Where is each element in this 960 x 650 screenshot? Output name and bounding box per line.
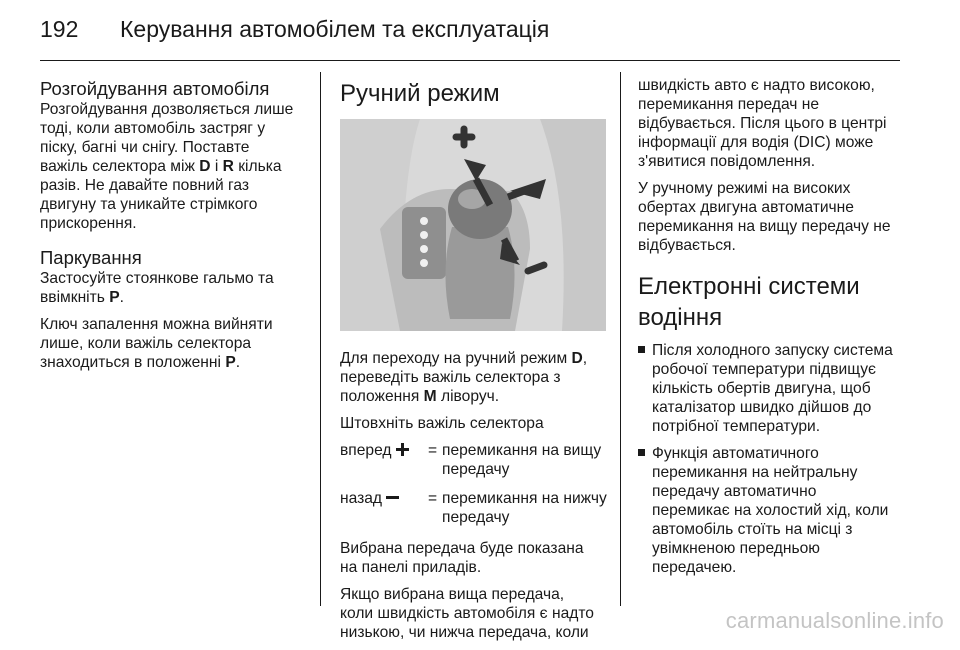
page-number: 192 <box>40 16 79 42</box>
electronic-systems-list <box>638 341 904 577</box>
column-divider-1 <box>320 72 321 606</box>
heading-electronic-systems: Електронні системи водіння <box>638 273 860 331</box>
column-divider-2 <box>620 72 621 606</box>
high-rpm-paragraph: У ручному режимі на високих обертах двигуна автоматичне перемикання на вищу передачу не відбувається. <box>638 180 891 254</box>
selected-gear-text: Вибрана передача буде показана на панелі приладів. <box>340 540 584 576</box>
gear-lever-illustration <box>340 119 606 331</box>
watermark: carmanualsonline.info <box>725 608 944 633</box>
forward-shift-row: вперед = перемикання на вищу передачу <box>340 442 602 478</box>
gear-selector-illustration <box>340 119 606 331</box>
heading-manual-mode: Ручний режим <box>340 80 500 107</box>
page-header <box>40 16 900 56</box>
continued-paragraph: швидкість авто є надто високою, перемикання передач не відбувається. Після цього в центрі інформації для водія (DIC) може з'явитися повідомлення. <box>638 77 887 170</box>
bullet-icon <box>638 449 645 456</box>
parking-paragraph-1: Застосуйте стоянкове гальмо та ввімкніть P. <box>40 270 274 306</box>
manual-mode-intro: Для переходу на ручний режим D, переведіть важіль селектора з положення M ліворуч. <box>340 350 588 405</box>
column-1 <box>40 78 306 380</box>
list-item: Після холодного запуску система робочої температури підвищує кількість обертів двигуна, щоб каталізатор швидко дійшов до потрібної температури. <box>638 341 904 436</box>
minus-icon <box>386 491 399 504</box>
list-item: Функція автоматичного перемикання на нейтральну передачу автоматично перемикає на холостий хід, коли автомобіль стоїть на місці з увімкненою передньою передачею. <box>638 444 904 577</box>
heading-parking: Паркування <box>40 247 142 268</box>
back-shift-row: назад = перемикання на нижчу передачу <box>340 490 607 526</box>
parking-paragraph-2: Ключ запалення можна вийняти лише, коли важіль селектора знаходиться в положенні P. <box>40 316 273 371</box>
plus-icon <box>396 443 409 456</box>
column-3 <box>638 76 904 585</box>
shift-conditions-text: Якщо вибрана вища передача, коли швидкість автомобіля є надто низькою, чи нижча передача, коли <box>340 586 594 641</box>
column-2 <box>340 78 606 650</box>
push-lever-text: Штовхніть важіль селектора <box>340 415 544 432</box>
bullet-icon <box>638 346 645 353</box>
header-divider <box>40 60 900 61</box>
heading-rocking: Розгойдування автомобіля <box>40 78 270 99</box>
chapter-title: Керування автомобілем та експлуатація <box>120 16 550 42</box>
rocking-paragraph: Розгойдування дозволяється лише тоді, коли автомобіль застряг у піску, багні чи снігу. Поставте важіль селектора між D і R кілька разів. Не давайте повний газ двигуну та уникайте стрімкого прискорення. <box>40 101 294 232</box>
